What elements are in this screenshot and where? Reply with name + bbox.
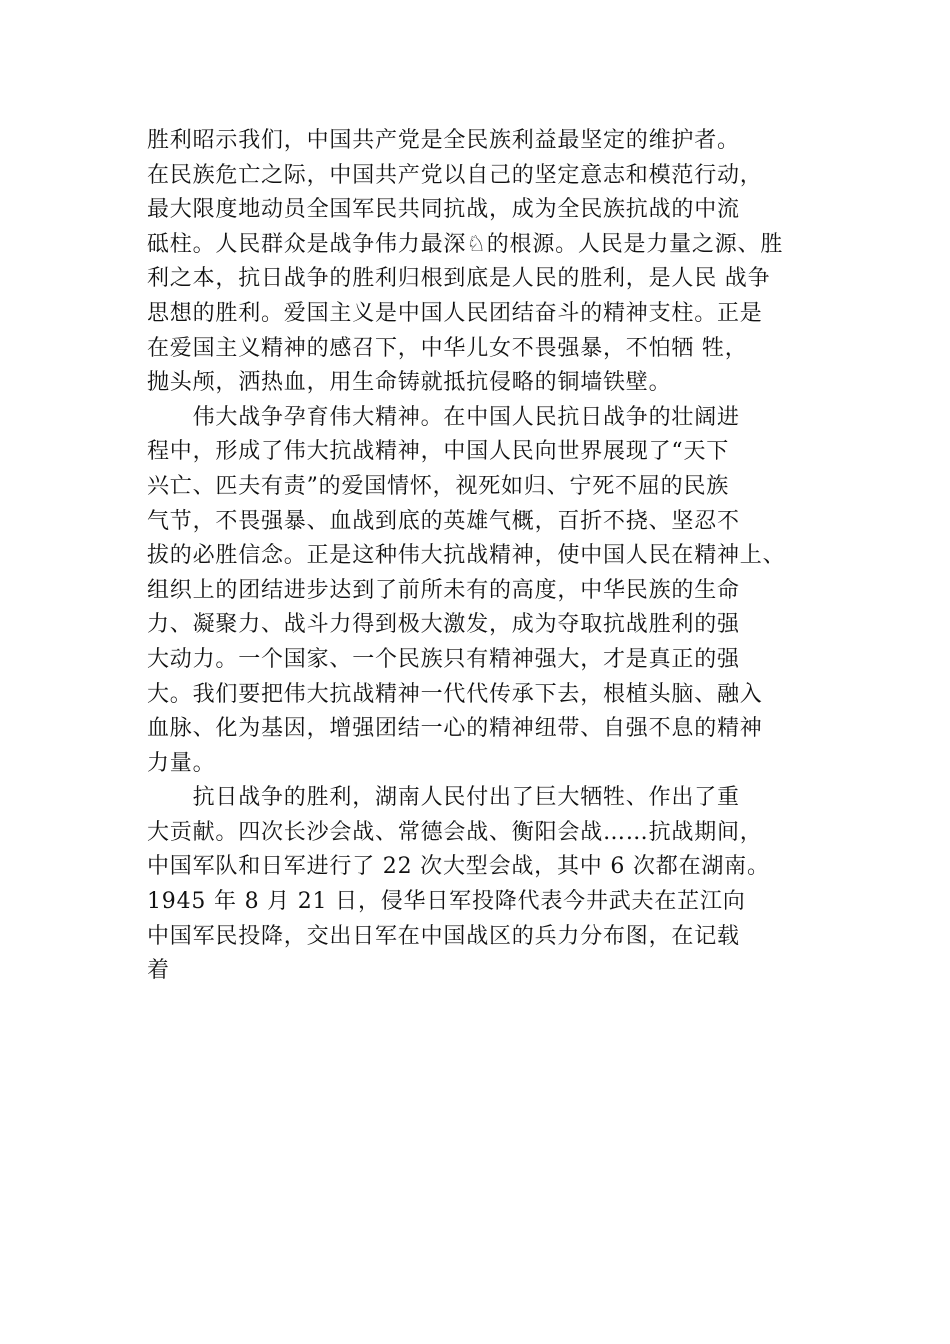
body-text: [147, 124, 847, 989]
text-line: 1945 年 8 月 21 日，侵华日军投降代表今井武夫在芷江向: [147, 889, 746, 915]
text-line: 思想的胜利。爱国主义是中国人民团结奋斗的精神支柱。正是: [147, 300, 763, 326]
text-line: 利之本，抗日战争的胜利归根到底是人民的胜利，是人民 战争: [147, 266, 771, 292]
text-line: 大贡献。四次长沙会战、常德会战、衡阳会战……抗战期间，: [147, 819, 763, 845]
text-line: 抗日战争的胜利，湖南人民付出了巨大牺牲、作出了重: [147, 785, 740, 811]
text-line: 伟大战争孕育伟大精神。在中国人民抗日战争的壮阔进: [147, 404, 740, 430]
text-line: 大动力。一个国家、一个民族只有精神强大，才是真正的强: [147, 646, 740, 672]
text-line: 力量。: [147, 750, 216, 776]
text-line: 胜利昭示我们，中国共产党是全民族利益最坚定的维护者。: [147, 128, 740, 153]
text-line: 最大限度地动员全国军民共同抗战，成为全民族抗战的中流: [147, 197, 740, 223]
text-line: 力、凝聚力、战斗力得到极大激发，成为夺取抗战胜利的强: [147, 612, 740, 638]
text-line: 组织上的团结进步达到了前所未有的高度，中华民族的生命: [147, 577, 740, 603]
text-line: 抛头颅，洒热血，用生命铸就抵抗侵略的铜墙铁壁。: [147, 370, 672, 396]
text-line: 程中，形成了伟大抗战精神，中国人民向世界展现了“天下: [147, 439, 730, 465]
text-line: 中国军队和日军进行了 22 次大型会战，其中 6 次都在湖南。: [147, 854, 770, 880]
text-line: 中国军民投降，交出日军在中国战区的兵力分布图，在记载: [147, 923, 740, 949]
text-line: 拔的必胜信念。正是这种伟大抗战精神，使中国人民在精神上、: [147, 543, 786, 569]
text-line: 着: [147, 958, 170, 984]
text-line: 大。我们要把伟大抗战精神一代代传承下去，根植头脑、融入: [147, 681, 763, 707]
text-line: 气节，不畏强暴、血战到底的英雄气概，百折不挠、坚忍不: [147, 508, 740, 534]
text-line: 砥柱。人民群众是战争伟力最深♘的根源。人民是力量之源、胜: [147, 231, 784, 257]
text-line: 在民族危亡之际，中国共产党以自己的坚定意志和模范行动，: [147, 162, 763, 188]
text-line: 在爱国主义精神的感召下，中华儿女不畏强暴，不怕牺 牲，: [147, 335, 748, 361]
text-line: 血脉、化为基因，增强团结一心的精神纽带、自强不息的精神: [147, 716, 763, 742]
text-line: 兴亡、匹夫有责”的爱国情怀，视死如归、宁死不屈的民族: [147, 473, 730, 499]
